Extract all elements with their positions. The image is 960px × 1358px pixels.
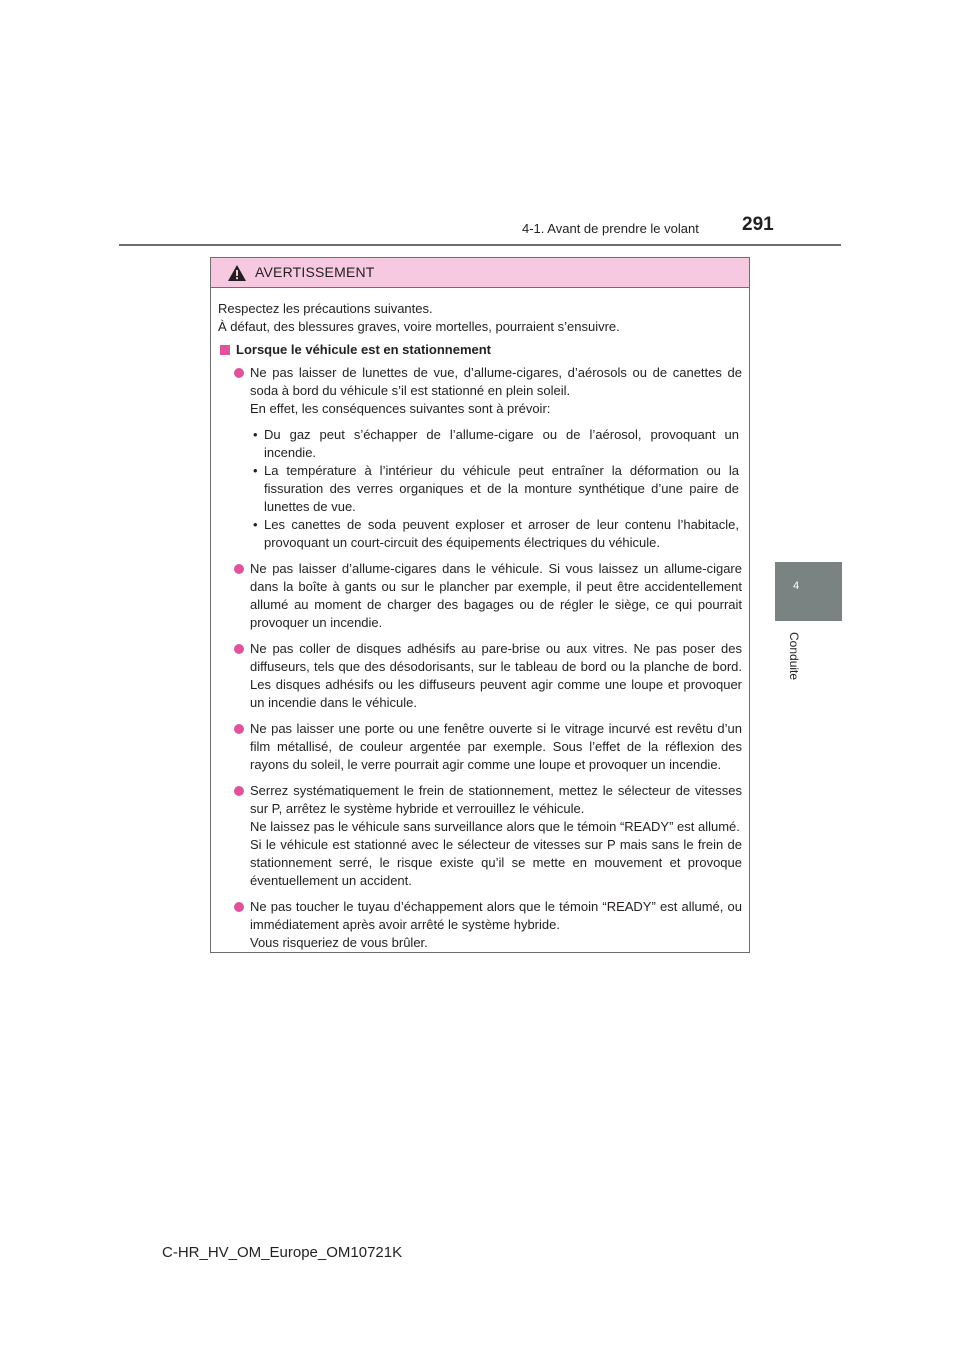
list-item bbox=[218, 898, 742, 952]
item-text: Serrez systématiquement le frein de stationnement, mettez le sélecteur de vitesses sur P, arrêtez le système hybride et verrouillez le véhicule. bbox=[250, 783, 742, 816]
warning-title: AVERTISSEMENT bbox=[255, 264, 375, 280]
sub-list-text: Du gaz peut s’échapper de l’allume-cigare ou de l’aérosol, provoquant un incendie. bbox=[264, 427, 739, 460]
item-text: Ne laissez pas le véhicule sans surveillance alors que le témoin “READY” est allumé. bbox=[250, 819, 740, 834]
circle-bullet-icon bbox=[234, 368, 244, 378]
circle-bullet-icon bbox=[234, 644, 244, 654]
bullet-dot-icon: • bbox=[253, 463, 258, 478]
item-text: Ne pas laisser une porte ou une fenêtre ouverte si le vitrage incurvé est revêtu d’un film métallisé, de couleur argentée par exemple. Sous l’effet de la réflexion des rayons du soleil, le verre pourrait agir comme une loupe et provoquer un incendie. bbox=[250, 721, 742, 772]
list-item bbox=[218, 720, 742, 774]
item-text: Si le véhicule est stationné avec le sélecteur de vitesses sur P mais sans le frein de stationnement serré, le risque existe qu’il se mette en mouvement et provoque éventuellement un accident. bbox=[250, 837, 742, 888]
warning-intro bbox=[218, 300, 742, 336]
list-item bbox=[218, 560, 742, 632]
item-text: Ne pas toucher le tuyau d’échappement alors que le témoin “READY” est allumé, ou immédiatement après avoir arrêté le système hybride. bbox=[250, 899, 742, 932]
sub-list-item bbox=[218, 462, 742, 516]
list-item bbox=[218, 640, 742, 712]
intro-line: Respectez les précautions suivantes. bbox=[218, 301, 433, 316]
sub-list-text: Les canettes de soda peuvent exploser et arroser de leur contenu l’habitacle, provoquant un court-circuit des équipements électriques du véhicule. bbox=[264, 517, 739, 550]
section-title: 4-1. Avant de prendre le volant bbox=[522, 221, 699, 236]
warning-header bbox=[211, 258, 749, 288]
chapter-tab-number: 4 bbox=[792, 580, 800, 592]
item-text: Vous risqueriez de vous brûler. bbox=[250, 935, 428, 950]
section-heading bbox=[218, 341, 742, 359]
warning-body bbox=[211, 288, 749, 952]
section-heading-text: Lorsque le véhicule est en stationnement bbox=[236, 342, 492, 357]
square-bullet-icon bbox=[220, 345, 230, 355]
circle-bullet-icon bbox=[234, 902, 244, 912]
sub-list-text: La température à l’intérieur du véhicule peut entraîner la déformation ou la fissuration des verres organiques et de la monture synthétique d’une paire de lunettes de vue. bbox=[264, 463, 739, 514]
item-text: En effet, les conséquences suivantes sont à prévoir: bbox=[250, 401, 551, 416]
circle-bullet-icon bbox=[234, 724, 244, 734]
circle-bullet-icon bbox=[234, 786, 244, 796]
item-text: Ne pas laisser de lunettes de vue, d’allume-cigares, d’aérosols ou de canettes de soda à bord du véhicule s’il est stationné en plein soleil. bbox=[250, 365, 742, 398]
header-divider bbox=[119, 244, 841, 246]
list-item bbox=[218, 364, 742, 418]
list-item bbox=[218, 782, 742, 890]
bullet-dot-icon: • bbox=[253, 427, 258, 442]
warning-box bbox=[210, 257, 750, 953]
item-text: Ne pas laisser d’allume-cigares dans le véhicule. Si vous laissez un allume-cigare dans la boîte à gants ou sur le plancher par exemple, il peut être accidentellement allumé au moment de charger des bagages ou de régler le siège, ce qui pourrait provoquer un incendie. bbox=[250, 561, 742, 630]
document-code: C-HR_HV_OM_Europe_OM10721K bbox=[162, 1244, 403, 1261]
page-number: 291 bbox=[742, 214, 774, 235]
sub-list bbox=[218, 426, 742, 552]
sub-list-item bbox=[218, 516, 742, 552]
item-text: Ne pas coller de disques adhésifs au pare-brise ou aux vitres. Ne pas poser des diffuseurs, tels que des désodorisants, sur le tableau de bord ou la planche de bord. Les disques adhésifs ou les diffuseurs peuvent agir comme une loupe et provoquer un incendie dans le véhicule. bbox=[250, 641, 742, 710]
warning-triangle-icon bbox=[227, 264, 247, 282]
circle-bullet-icon bbox=[234, 564, 244, 574]
bullet-dot-icon: • bbox=[253, 517, 258, 532]
sub-list-item bbox=[218, 426, 742, 462]
chapter-label: Conduite bbox=[787, 632, 801, 681]
intro-line: À défaut, des blessures graves, voire mortelles, pourraient s’ensuivre. bbox=[218, 319, 620, 334]
